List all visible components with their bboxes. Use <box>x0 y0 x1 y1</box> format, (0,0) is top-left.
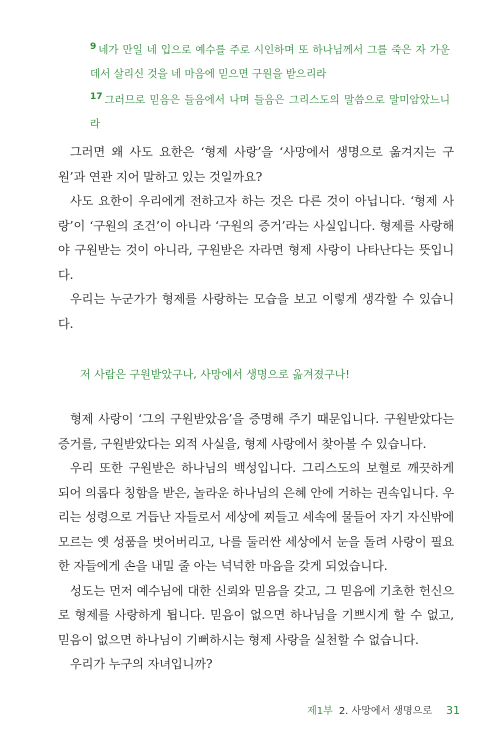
verse-text: 그러므로 믿음은 들음에서 나며 들음은 그리스도의 말씀으로 말미암았느니라 <box>90 94 450 130</box>
body-text-bottom <box>58 407 454 677</box>
footer-chapter: 2. 사망에서 생명으로 <box>338 706 432 717</box>
paragraph: 사도 요한이 우리에게 전하고자 하는 것은 다른 것이 아닙니다. ‘형제 사랑’이 ‘구원의 조건’이 아니라 ‘구원의 증거’라는 사실입니다. 형제를 사랑해야 구원받는 것이 아니라, 구원받은 자라면 형제 사랑이 나타난다는 뜻입니다. <box>58 194 454 282</box>
verse-number: 9 <box>90 41 97 52</box>
page-number: 31 <box>446 704 460 717</box>
paragraph: 성도는 먼저 예수님에 대한 신뢰와 믿음을 갖고, 그 믿음에 기초한 헌신으로 형제를 사랑하게 됩니다. 믿음이 없으면 하나님을 기쁘시게 할 수 없고, 믿음이 없으면 하나님이 기뻐하시는 형제 사랑을 실천할 수 없습니다. <box>58 583 454 647</box>
footer-part: 제1부 <box>307 706 333 717</box>
paragraph: 형제 사랑이 ‘그의 구원받았음’을 증명해 주기 때문입니다. 구원받았다는 증거를, 구원받았다는 외적 사실을, 형제 사랑에서 찾아볼 수 있습니다. <box>58 412 454 451</box>
scripture-verse-9 <box>90 38 450 86</box>
page-footer <box>300 702 460 717</box>
scripture-verse-17 <box>90 88 450 136</box>
highlight-quote: 저 사람은 구원받았구나, 사망에서 생명으로 옮겨졌구나! <box>80 368 350 381</box>
body-text-top <box>58 140 454 336</box>
paragraph: 우리는 누군가가 형제를 사랑하는 모습을 보고 이렇게 생각할 수 있습니다. <box>58 292 454 331</box>
verse-number: 17 <box>90 91 103 102</box>
paragraph: 우리가 누구의 자녀입니까? <box>70 657 213 671</box>
verse-text: 네가 만일 네 입으로 예수를 주로 시인하며 또 하나님께서 그를 죽은 자 가운데서 살리신 것을 네 마음에 믿으면 구원을 받으리라 <box>90 44 450 80</box>
paragraph: 그러면 왜 사도 요한은 ‘형제 사랑’을 ‘사망에서 생명으로 옮겨지는 구원’과 연관 지어 말하고 있는 것일까요? <box>58 145 454 184</box>
paragraph: 우리 또한 구원받은 하나님의 백성입니다. 그리스도의 보혈로 깨끗하게 되어 의롭다 칭함을 받은, 놀라운 하나님의 은혜 안에 거하는 권속입니다. 우리는 성령으로 거듭난 자들로서 세상에 찌들고 세속에 물들어 자기 자신밖에 모르는 옛 성품을 벗어버리고, 나를 둘러싼 세상에서 눈을 돌려 사랑이 필요한 자들에게 손을 내밀 줄 아는 넉넉한 마음을 갖게 되었습니다. <box>58 461 454 573</box>
